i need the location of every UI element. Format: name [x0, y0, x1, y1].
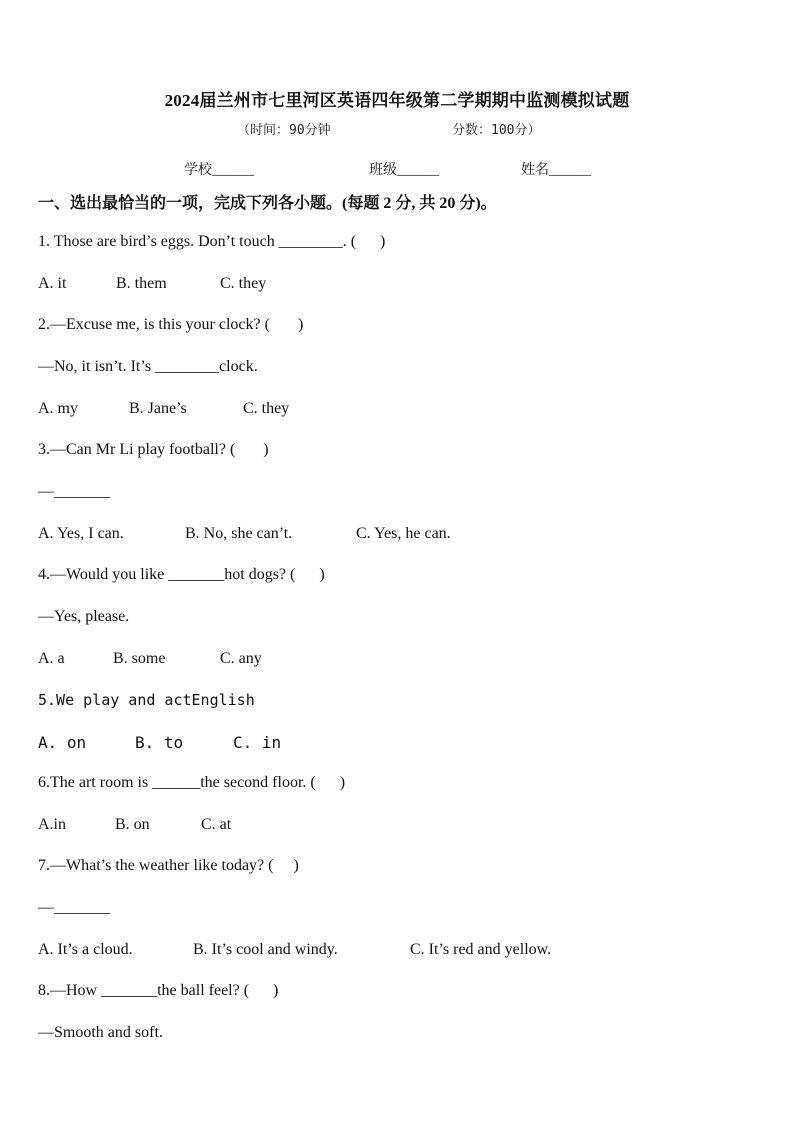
- question-4-option-b: B. some: [113, 650, 166, 667]
- question-5-option-a: A. on: [38, 733, 87, 752]
- section-heading: 一、选出最恰当的一项，完成下列各小题。(每题 2 分, 共 20 分)。: [38, 195, 497, 212]
- question-7-stem: 7.—What’s the weather like today? ( ): [38, 857, 299, 874]
- question-1-stem: 1. Those are bird’s eggs. Don’t touch ________. ( ): [38, 233, 386, 250]
- question-3-option-b: B. No, she can’t.: [185, 525, 293, 542]
- question-5-stem: 5.We play and actEnglish: [38, 691, 255, 709]
- question-4-option-c: C. any: [220, 650, 262, 667]
- question-7-option-c: C. It’s red and yellow.: [410, 941, 552, 958]
- question-6-option-c: C. at: [201, 816, 232, 833]
- school-field: 学校______: [184, 163, 254, 178]
- question-7-option-a: A. It’s a cloud.: [38, 941, 133, 958]
- question-6-option-a: A.in: [38, 816, 66, 833]
- question-8-stem: 8.—How _______the ball feel? ( ): [38, 982, 279, 999]
- question-2-option-b: B. Jane’s: [129, 400, 187, 417]
- question-4-stem: 4.—Would you like _______hot dogs? ( ): [38, 566, 325, 583]
- class-field: 班级______: [369, 163, 439, 178]
- question-8-reply: —Smooth and soft.: [38, 1024, 163, 1041]
- question-7-option-b: B. It’s cool and windy.: [193, 941, 338, 958]
- question-2-option-c: C. they: [243, 400, 290, 417]
- question-6-stem: 6.The art room is ______the second floor. ( ): [38, 774, 346, 791]
- question-1-option-c: C. they: [220, 275, 267, 292]
- exam-time: （时间：90分钟: [237, 123, 331, 138]
- question-5-option-c: C. in: [233, 733, 282, 752]
- question-2-option-a: A. my: [38, 400, 78, 417]
- question-3-option-c: C. Yes, he can.: [356, 525, 451, 542]
- question-7-reply: —_______: [38, 899, 110, 916]
- question-1-option-a: A. it: [38, 275, 67, 292]
- question-5-option-b: B. to: [135, 733, 184, 752]
- question-4-reply: —Yes, please.: [38, 608, 130, 625]
- question-3-stem: 3.—Can Mr Li play football? ( ): [38, 441, 269, 458]
- question-3-option-a: A. Yes, I can.: [38, 525, 124, 542]
- exam-score: 分数：100分）: [452, 123, 541, 138]
- question-2-reply: —No, it isn’t. It’s ________clock.: [38, 358, 258, 375]
- question-1-option-b: B. them: [116, 275, 167, 292]
- exam-title: 2024届兰州市七里河区英语四年级第二学期期中监测模拟试题: [164, 91, 630, 110]
- question-2-stem: 2.—Excuse me, is this your clock? ( ): [38, 316, 304, 333]
- question-4-option-a: A. a: [38, 650, 65, 667]
- question-6-option-b: B. on: [115, 816, 150, 833]
- question-3-reply: —_______: [38, 483, 110, 500]
- name-field: 姓名______: [521, 163, 591, 178]
